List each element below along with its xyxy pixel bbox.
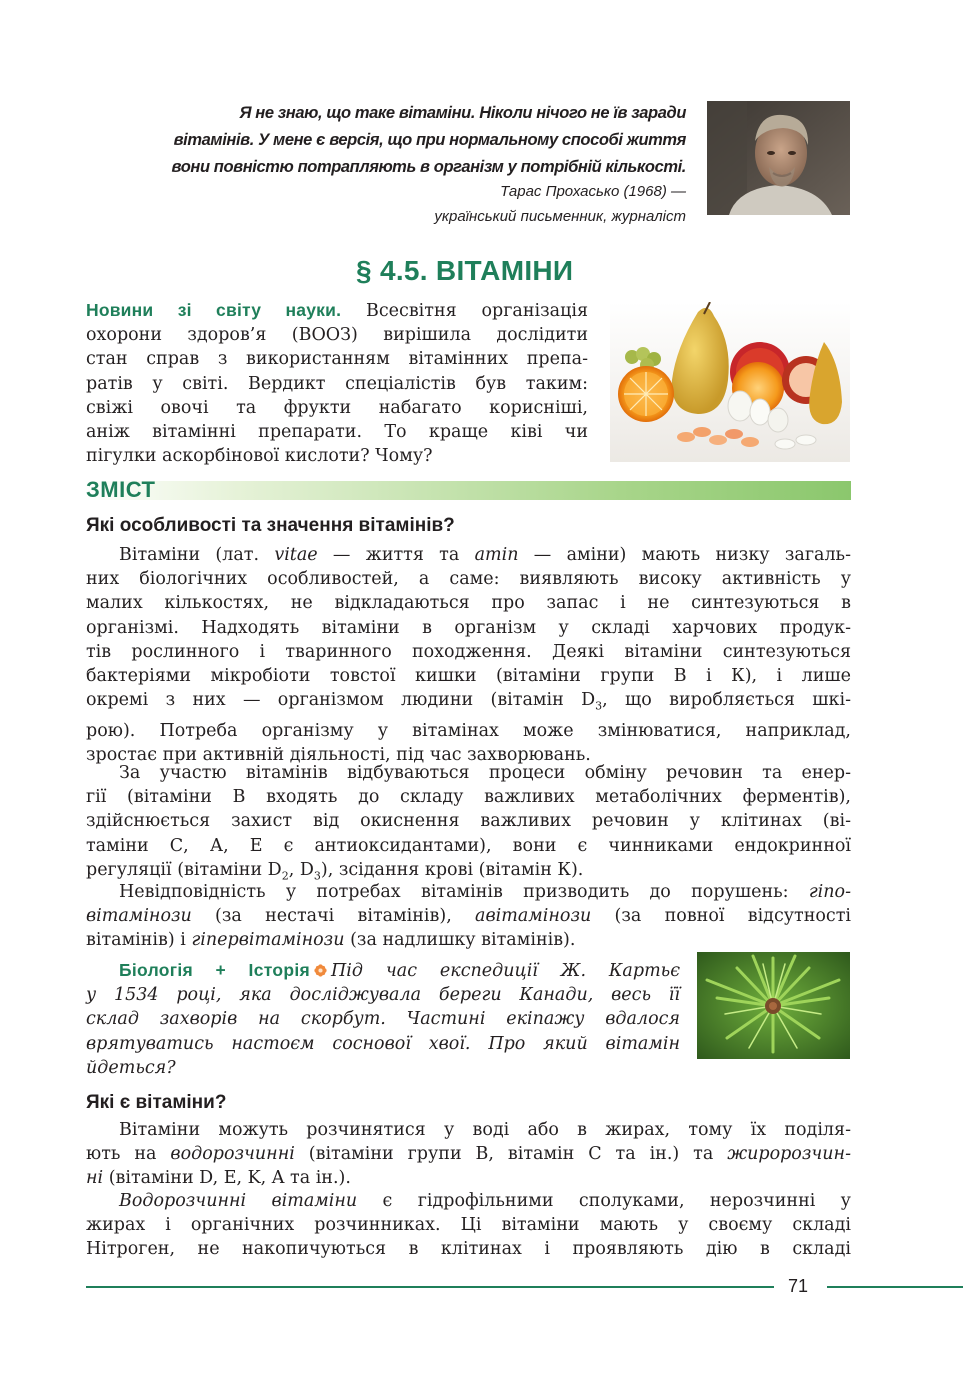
news-line: Всесвітня організація [366,301,588,321]
footer-rule-left [86,1286,774,1288]
section-title: § 4.5. ВІТАМІНИ [356,255,574,286]
news-line: аніж вітамінні препарати. То краще ківі чи [86,422,588,443]
author-portrait-photo [707,101,850,215]
epigraph-quote [90,100,686,181]
paragraph-vitamin-functions: За участю вітамінів відбуваються процеси обміну речовин та енер- гії (вітаміни В входять до складу важливих метаболічних ферментів), здійснюється захист від окиснення важливих речовин у клітинах (ві- таміни С, А, Е є антиоксидантами), вони є чинниками ендокринної регуляції (вітаміни $D_2$, $D_3$), зсідання крові (вітамін К). [86,763,851,883]
epigraph-line: Я не знаю, що таке вітаміни. Ніколи нічого не їв заради [239,104,686,122]
epigraph-line: вітамінів. У мене є версія, що при нормальному способі життя [173,131,686,149]
news-line: охорони здоров’я (ВООЗ) вирішила дослідити [86,325,588,346]
news-lead: Новини зі світу науки. [86,300,342,320]
news-line: пігулки аскорбінової кислоти? Чому? [86,446,433,467]
paragraph-vitamin-solubility: Вітаміни можуть розчинятися у воді або в жирах, тому їх поділя- ють на водорозчинні (вітаміни групи В, вітамін С та ін.) та жиророзчин- ні (вітаміни D, E, K, A та ін.). [86,1120,851,1189]
news-line: стан справ з використанням вітамінних препа- [86,349,588,370]
epigraph-attribution [300,179,686,229]
news-line: ратів у світі. Вердикт спеціалістів був таким: [86,373,588,394]
content-section-bar [84,481,851,500]
footer-rule-right [827,1286,963,1288]
news-paragraph [86,298,588,468]
heading-vitamin-features: Які особливості та значення вітамінів? [86,515,455,536]
epigraph-line: вони повністю потрапляють в організм у потрібній кількості. [171,158,686,176]
paragraph-water-soluble: Водорозчинні вітаміни є гідрофільними сполуками, нерозчинні у жирах і органічних розчинниках. Ці вітаміни мають у своєму складі Нітроген, не накопичуються в клітинах і проявляють дію в складі [86,1191,851,1260]
news-line: свіжі овочі та фрукти набагато корисніші, [86,397,588,418]
fruit-vitamins-photo [610,302,850,462]
page-number: 71 [788,1276,809,1296]
biology-history-box: Біологія + Історія Під час експедиції Ж. Картьє у 1534 році, яка досліджувала береги Канади, весь її склад захворів на скорбут. Частині екіпажу вдалося врятуватись настоєм соснової хвої. Про який вітамін йдеться? [86,960,680,1078]
paragraph-vitamin-features: Вітаміни (лат. vitae — життя та amin — аміни) мають низку загаль- них біологічних особливостей, а саме: виявляють високу активність у малих кількостях, не відкладаються про запас і не синтезуються в організмі. Надходять вітаміни в організм у складі харчових продук- тів рослинного і тваринного походження. Деякі вітаміни синтезуються бактеріями мікробіоти товстої кишки (вітаміни групи В і К), і лише окремі з них — організмом людини (вітамін $D_3$, що виробляється шкі- рою). Потреба організму у вітамінах може змінюватися, наприклад, зростає при активній діяльності, під час захворювань. [86,545,851,766]
heading-vitamin-types: Які є вітаміни? [86,1092,227,1113]
biology-history-lead: Біологія + Історія [119,960,311,980]
attribution-line: український письменник, журналіст [434,208,686,225]
paragraph-vitamin-disorders: Невідповідність у потребах вітамінів призводить до порушень: гіпо- вітамінози (за нестачі вітамінів), авітамінози (за повної відсутності вітамінів) і гіпервітамінози (за надлишку вітамінів). [86,882,852,951]
content-section-label: ЗМІСТ [86,477,156,502]
attribution-line: Тарас Прохасько (1968) — [500,183,686,200]
pine-sprout-photo [697,952,850,1059]
flower-icon [314,964,327,977]
